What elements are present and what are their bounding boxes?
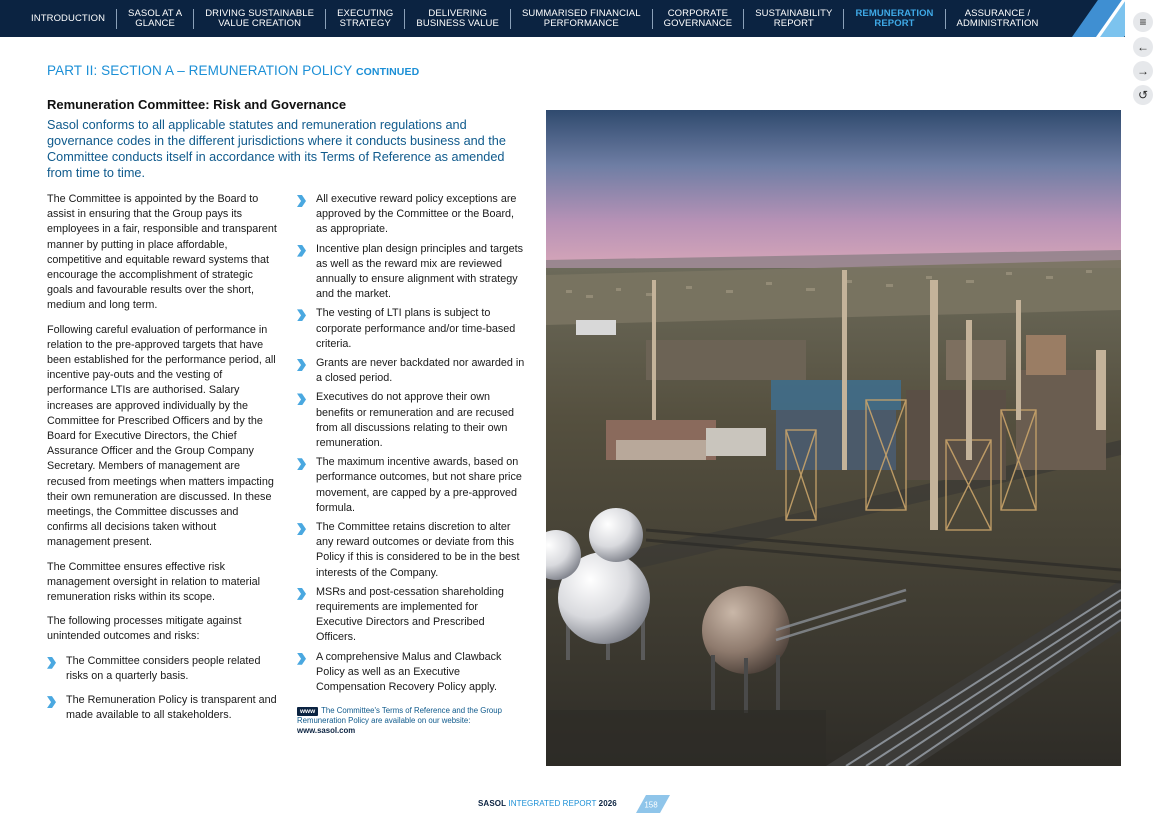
chevron-bullet-icon bbox=[297, 523, 306, 535]
www-badge-icon: www bbox=[297, 707, 318, 716]
bullet-text: Executives do not approve their own benefits or remuneration and are recused from all discussions relating to their own remuneration. bbox=[316, 391, 515, 450]
bullet-text: MSRs and post-cessation shareholding requirements are implemented for Executive Directors and Prescribed Officers. bbox=[316, 585, 504, 644]
chevron-bullet-icon bbox=[297, 245, 306, 257]
section-title-text: PART II: SECTION A – REMUNERATION POLICY bbox=[47, 63, 353, 78]
chevron-bullet-icon bbox=[297, 588, 306, 600]
chevron-bullet-icon bbox=[47, 657, 56, 669]
nav-item-driving-sustainable-value-creation[interactable]: DRIVING SUSTAINABLE VALUE CREATION bbox=[193, 9, 325, 29]
bullet-item bbox=[297, 520, 525, 581]
page-number bbox=[636, 795, 670, 813]
bullet-text: Grants are never backdated nor awarded in a closed period. bbox=[316, 357, 525, 385]
note-text: The Committee's Terms of Reference and the Group Remuneration Policy are available on our website: bbox=[297, 706, 502, 725]
arrow-left-glyph: ← bbox=[1137, 40, 1149, 54]
bullet-text: All executive reward policy exceptions are approved by the Committee or the Board, as appropriate. bbox=[316, 193, 517, 236]
bullet-item bbox=[297, 585, 525, 646]
bullet-text: The Remuneration Policy is transparent and made available to all stakeholders. bbox=[66, 694, 277, 722]
arrow-right-icon[interactable] bbox=[1133, 61, 1153, 81]
footer-brand: SASOL bbox=[478, 799, 507, 808]
return-icon[interactable] bbox=[1133, 85, 1153, 105]
nav-item-executing-strategy[interactable]: EXECUTING STRATEGY bbox=[325, 9, 404, 29]
page-footer bbox=[478, 799, 617, 808]
bullet-text: The Committee considers people related risks on a quarterly basis. bbox=[66, 654, 261, 682]
bullet-item bbox=[297, 306, 525, 352]
nav-item-sustainability-report[interactable]: SUSTAINABILITY REPORT bbox=[743, 9, 843, 29]
bullet-text: The Committee retains discretion to alter any reward outcomes or deviate from this Policy if this is considered to be in the best interests of the Company. bbox=[316, 521, 520, 579]
return-glyph: ↺ bbox=[1137, 88, 1149, 102]
bullet-text: A comprehensive Malus and Clawback Policy as well as an Executive Compensation Recovery Policy apply. bbox=[316, 650, 502, 694]
paragraph: The following processes mitigate against unintended outcomes and risks: bbox=[47, 615, 242, 643]
footer-year: 2026 bbox=[598, 799, 617, 808]
text-column-left bbox=[47, 192, 279, 733]
bullet-item bbox=[297, 390, 525, 451]
nav-item-sasol-at-a-glance[interactable]: SASOL AT A GLANCE bbox=[116, 9, 193, 29]
bullet-item bbox=[47, 693, 279, 723]
chevron-bullet-icon bbox=[297, 393, 306, 405]
bullet-text: Incentive plan design principles and targets as well as the reward mix are reviewed annually to ensure alignment with strategy and the market. bbox=[316, 242, 524, 301]
footer-report-name: INTEGRATED REPORT bbox=[508, 799, 597, 808]
chevron-bullet-icon bbox=[297, 359, 306, 371]
refinery-illustration bbox=[546, 110, 1121, 766]
page-number-tab-icon bbox=[636, 795, 670, 813]
bullet-item bbox=[297, 242, 525, 303]
menu-icon[interactable] bbox=[1133, 12, 1153, 32]
paragraph: The Committee ensures effective risk management oversight in relation to material remuneration risks within its scope. bbox=[47, 560, 261, 604]
top-navigation-bar bbox=[0, 0, 1125, 37]
bullet-text: The maximum incentive awards, based on performance outcomes, but not share price movement, are capped by a pre-approved formula. bbox=[316, 456, 522, 514]
chevron-bullet-icon bbox=[297, 653, 306, 665]
menu-glyph: ≡ bbox=[1139, 15, 1147, 29]
nav-item-corporate-governance[interactable]: CORPORATE GOVERNANCE bbox=[652, 9, 744, 29]
nav-item-assurance-administration[interactable]: ASSURANCE / ADMINISTRATION bbox=[945, 9, 1050, 29]
bullet-item bbox=[297, 192, 525, 238]
nav-item-delivering-business-value[interactable]: DELIVERING BUSINESS VALUE bbox=[404, 9, 510, 29]
text-column-middle bbox=[297, 192, 525, 699]
bullet-text: The vesting of LTI plans is subject to corporate performance and/or time-based criteria. bbox=[316, 307, 516, 350]
paragraph: Following careful evaluation of performance in relation to the pre-approved targets that have been established for the performance period, all incentive pay-outs and the vesting of performance LTIs are authorised. Salary increases are approved individually by the Committee for Prescribed Officers and by the Board for Executive Directors, the Chief Assurance Officer and the Group Company Secretary. Members of management are recused from meetings when matters impacting their own remuneration are discussed. In these meetings, the Committee discusses and confirms all decisions taken without management present. bbox=[47, 323, 276, 549]
nav-item-introduction[interactable]: INTRODUCTION bbox=[31, 12, 106, 24]
sub-heading: Remuneration Committee: Risk and Governance bbox=[47, 97, 347, 112]
chevron-bullet-icon bbox=[297, 195, 306, 207]
refinery-photo bbox=[546, 110, 1121, 766]
chevron-bullet-icon bbox=[297, 309, 306, 321]
bullet-item bbox=[297, 356, 525, 386]
nav-items bbox=[20, 0, 1050, 37]
paragraph: The Committee is appointed by the Board to assist in ensuring that the Group pays its employees in a fair, responsible and transparent manner by putting in place affordable, competitive and equitable reward systems that encourage the accomplishment of strategic goals and favourable results over the short, medium and long term. bbox=[47, 193, 277, 312]
chevron-bullet-icon bbox=[297, 458, 306, 470]
section-continued-label: CONTINUED bbox=[355, 66, 420, 78]
bullet-item bbox=[297, 455, 525, 516]
website-note bbox=[297, 706, 523, 736]
arrow-right-glyph: → bbox=[1137, 64, 1149, 78]
chevron-bullet-icon bbox=[47, 696, 56, 708]
nav-item-remuneration-report[interactable]: REMUNERATION REPORT bbox=[843, 9, 944, 29]
section-title bbox=[47, 63, 419, 78]
arrow-left-icon[interactable] bbox=[1133, 37, 1153, 57]
bullet-item bbox=[297, 650, 525, 696]
website-link[interactable]: www.sasol.com bbox=[297, 725, 356, 735]
nav-item-summarised-financial-performance[interactable]: SUMMARISED FINANCIAL PERFORMANCE bbox=[510, 9, 652, 29]
bullet-item bbox=[47, 654, 279, 684]
page-number-text: 158 bbox=[644, 800, 658, 810]
intro-paragraph: Sasol conforms to all applicable statutes and remuneration regulations and governance codes in the different jurisdictions where it conducts business and the Committee conducts itself in accordance with its Terms of Reference as amended from time to time. bbox=[47, 118, 506, 180]
